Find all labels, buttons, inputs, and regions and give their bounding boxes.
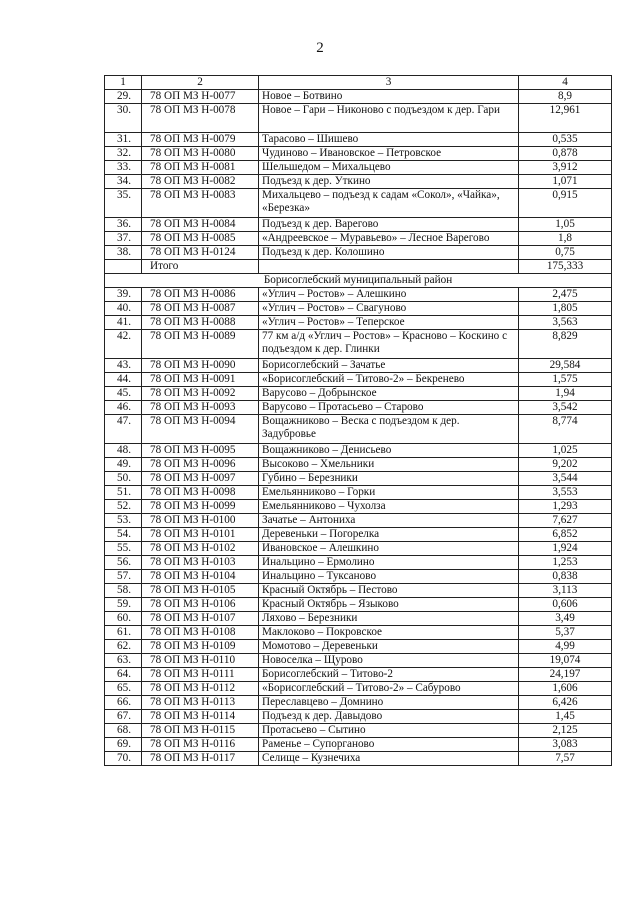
road-length: 3,083 — [519, 738, 612, 752]
road-name: «Углич – Ростов» – Теперское — [259, 316, 519, 330]
table-row — [105, 288, 612, 302]
road-length: 6,852 — [519, 528, 612, 542]
road-code: 78 ОП МЗ Н-0108 — [142, 626, 259, 640]
road-length: 24,197 — [519, 668, 612, 682]
road-code: 78 ОП МЗ Н-0082 — [142, 175, 259, 189]
road-length: 7,57 — [519, 752, 612, 766]
road-name: Ляхово – Березники — [259, 612, 519, 626]
table-row — [105, 401, 612, 415]
table-row — [105, 556, 612, 570]
road-name: Ивановское – Алешкино — [259, 542, 519, 556]
table-row — [105, 359, 612, 373]
section-row — [105, 274, 612, 288]
total-value: 175,333 — [519, 260, 612, 274]
row-number: 41. — [105, 316, 142, 330]
road-length: 3,553 — [519, 486, 612, 500]
table-row — [105, 458, 612, 472]
row-number: 36. — [105, 218, 142, 232]
table-row — [105, 724, 612, 738]
road-name: Емельянниково – Горки — [259, 486, 519, 500]
road-length: 19,074 — [519, 654, 612, 668]
row-number: 40. — [105, 302, 142, 316]
road-length: 1,253 — [519, 556, 612, 570]
road-name: Вощажниково – Веска с подъездом к дер. Задубровье — [259, 415, 519, 444]
table-row — [105, 668, 612, 682]
table-row — [105, 654, 612, 668]
road-length: 1,293 — [519, 500, 612, 514]
road-code: 78 ОП МЗ Н-0086 — [142, 288, 259, 302]
table-row — [105, 696, 612, 710]
road-code: 78 ОП МЗ Н-0077 — [142, 90, 259, 104]
table-row — [105, 472, 612, 486]
table-row — [105, 612, 612, 626]
row-number: 55. — [105, 542, 142, 556]
table-row — [105, 570, 612, 584]
road-name: «Борисоглебский – Титово-2» – Сабурово — [259, 682, 519, 696]
road-length: 1,606 — [519, 682, 612, 696]
road-code: 78 ОП МЗ Н-0104 — [142, 570, 259, 584]
road-length: 6,426 — [519, 696, 612, 710]
road-name: Чудиново – Ивановское – Петровское — [259, 147, 519, 161]
row-number: 34. — [105, 175, 142, 189]
row-number: 50. — [105, 472, 142, 486]
table-row — [105, 302, 612, 316]
road-code: 78 ОП МЗ Н-0097 — [142, 472, 259, 486]
row-number: 59. — [105, 598, 142, 612]
row-number: 39. — [105, 288, 142, 302]
page-number: 2 — [316, 40, 324, 56]
road-length: 1,025 — [519, 444, 612, 458]
road-length: 1,8 — [519, 232, 612, 246]
row-number: 31. — [105, 133, 142, 147]
road-code: 78 ОП МЗ Н-0115 — [142, 724, 259, 738]
road-code: 78 ОП МЗ Н-0107 — [142, 612, 259, 626]
row-number: 65. — [105, 682, 142, 696]
road-name: Новое – Ботвино — [259, 90, 519, 104]
road-name: «Углич – Ростов» – Алешкино — [259, 288, 519, 302]
row-number: 68. — [105, 724, 142, 738]
table-row — [105, 387, 612, 401]
road-code: 78 ОП МЗ Н-0088 — [142, 316, 259, 330]
road-name: Селище – Кузнечиха — [259, 752, 519, 766]
road-name: Варусово – Протасьево – Старово — [259, 401, 519, 415]
table-row — [105, 598, 612, 612]
row-number: 57. — [105, 570, 142, 584]
road-name: Инальцино – Туксаново — [259, 570, 519, 584]
empty-cell — [105, 260, 142, 274]
road-name: Момотово – Деревеньки — [259, 640, 519, 654]
road-length: 0,878 — [519, 147, 612, 161]
road-name: Варусово – Добрынское — [259, 387, 519, 401]
road-length: 8,829 — [519, 330, 612, 359]
row-number: 66. — [105, 696, 142, 710]
row-number: 54. — [105, 528, 142, 542]
road-code: 78 ОП МЗ Н-0106 — [142, 598, 259, 612]
road-length: 0,606 — [519, 598, 612, 612]
table-row — [105, 218, 612, 232]
row-number: 64. — [105, 668, 142, 682]
road-name: Переславцево – Домнино — [259, 696, 519, 710]
road-code: 78 ОП МЗ Н-0095 — [142, 444, 259, 458]
total-label: Итого — [142, 260, 259, 274]
road-length: 3,544 — [519, 472, 612, 486]
road-length: 29,584 — [519, 359, 612, 373]
table-row — [105, 752, 612, 766]
road-length: 12,961 — [519, 104, 612, 133]
table-row — [105, 500, 612, 514]
road-name: Борисоглебский – Титово-2 — [259, 668, 519, 682]
road-name: «Углич – Ростов» – Свагуново — [259, 302, 519, 316]
row-number: 38. — [105, 246, 142, 260]
row-number: 70. — [105, 752, 142, 766]
table-row — [105, 90, 612, 104]
road-code: 78 ОП МЗ Н-0083 — [142, 189, 259, 218]
road-length: 1,05 — [519, 218, 612, 232]
road-code: 78 ОП МЗ Н-0114 — [142, 710, 259, 724]
road-name: Михальцево – подъезд к садам «Сокол», «Чайка», «Березка» — [259, 189, 519, 218]
road-code: 78 ОП МЗ Н-0096 — [142, 458, 259, 472]
table-row — [105, 316, 612, 330]
road-name: Красный Октябрь – Языково — [259, 598, 519, 612]
table-row — [105, 232, 612, 246]
road-code: 78 ОП МЗ Н-0112 — [142, 682, 259, 696]
road-name: Губино – Березники — [259, 472, 519, 486]
row-number: 35. — [105, 189, 142, 218]
road-code: 78 ОП МЗ Н-0100 — [142, 514, 259, 528]
road-code: 78 ОП МЗ Н-0079 — [142, 133, 259, 147]
road-name: Емельянниково – Чухолза — [259, 500, 519, 514]
row-number: 32. — [105, 147, 142, 161]
table-row — [105, 104, 612, 133]
road-length: 8,774 — [519, 415, 612, 444]
road-name: Подъезд к дер. Давыдово — [259, 710, 519, 724]
road-length: 3,49 — [519, 612, 612, 626]
road-code: 78 ОП МЗ Н-0080 — [142, 147, 259, 161]
road-length: 2,125 — [519, 724, 612, 738]
road-code: 78 ОП МЗ Н-0110 — [142, 654, 259, 668]
road-code: 78 ОП МЗ Н-0101 — [142, 528, 259, 542]
total-row — [105, 260, 612, 274]
road-code: 78 ОП МЗ Н-0094 — [142, 415, 259, 444]
road-name: 77 км а/д «Углич – Ростов» – Красново – Коскино с подъездом к дер. Глинки — [259, 330, 519, 359]
road-length: 1,805 — [519, 302, 612, 316]
row-number: 62. — [105, 640, 142, 654]
row-number: 56. — [105, 556, 142, 570]
road-length: 4,99 — [519, 640, 612, 654]
row-number: 51. — [105, 486, 142, 500]
road-name: «Борисоглебский – Титово-2» – Бекренево — [259, 373, 519, 387]
road-code: 78 ОП МЗ Н-0087 — [142, 302, 259, 316]
road-length: 3,113 — [519, 584, 612, 598]
table-row — [105, 584, 612, 598]
table-row — [105, 710, 612, 724]
row-number: 30. — [105, 104, 142, 133]
row-number: 44. — [105, 373, 142, 387]
table-row — [105, 133, 612, 147]
road-code: 78 ОП МЗ Н-0116 — [142, 738, 259, 752]
road-code: 78 ОП МЗ Н-0102 — [142, 542, 259, 556]
road-name: Шельшедом – Михальцево — [259, 161, 519, 175]
road-name: Тарасово – Шишево — [259, 133, 519, 147]
table-row — [105, 486, 612, 500]
road-name: Подъезд к дер. Варегово — [259, 218, 519, 232]
road-code: 78 ОП МЗ Н-0081 — [142, 161, 259, 175]
table-row — [105, 415, 612, 444]
road-name: Вощажниково – Денисьево — [259, 444, 519, 458]
road-name: Маклоково – Покровское — [259, 626, 519, 640]
road-name: Зачатье – Антониха — [259, 514, 519, 528]
road-length: 8,9 — [519, 90, 612, 104]
road-code: 78 ОП МЗ Н-0084 — [142, 218, 259, 232]
row-number: 45. — [105, 387, 142, 401]
road-code: 78 ОП МЗ Н-0089 — [142, 330, 259, 359]
row-number: 33. — [105, 161, 142, 175]
road-length: 1,45 — [519, 710, 612, 724]
row-number: 43. — [105, 359, 142, 373]
row-number: 49. — [105, 458, 142, 472]
table-row — [105, 640, 612, 654]
road-length: 0,535 — [519, 133, 612, 147]
road-code: 78 ОП МЗ Н-0078 — [142, 104, 259, 133]
row-number: 61. — [105, 626, 142, 640]
header-cell-1: 1 — [105, 76, 142, 90]
road-code: 78 ОП МЗ Н-0113 — [142, 696, 259, 710]
road-code: 78 ОП МЗ Н-0109 — [142, 640, 259, 654]
road-name: Протасьево – Сытино — [259, 724, 519, 738]
road-length: 1,924 — [519, 542, 612, 556]
road-length: 3,912 — [519, 161, 612, 175]
table-row — [105, 626, 612, 640]
row-number: 60. — [105, 612, 142, 626]
row-number: 37. — [105, 232, 142, 246]
road-length: 0,75 — [519, 246, 612, 260]
road-name: Новоселка – Щурово — [259, 654, 519, 668]
table-row — [105, 738, 612, 752]
table-row — [105, 147, 612, 161]
header-row — [105, 76, 612, 90]
road-length: 7,627 — [519, 514, 612, 528]
empty-cell — [259, 260, 519, 274]
row-number: 58. — [105, 584, 142, 598]
road-code: 78 ОП МЗ Н-0099 — [142, 500, 259, 514]
road-code: 78 ОП МЗ Н-0124 — [142, 246, 259, 260]
road-length: 1,94 — [519, 387, 612, 401]
road-name: Инальцино – Ермолино — [259, 556, 519, 570]
road-name: Раменье – Супорганово — [259, 738, 519, 752]
table-row — [105, 542, 612, 556]
table-row — [105, 175, 612, 189]
roads-table — [104, 75, 612, 766]
road-code: 78 ОП МЗ Н-0105 — [142, 584, 259, 598]
row-number: 63. — [105, 654, 142, 668]
table-row — [105, 189, 612, 218]
road-length: 3,563 — [519, 316, 612, 330]
road-name: Красный Октябрь – Пестово — [259, 584, 519, 598]
row-number: 69. — [105, 738, 142, 752]
road-length: 0,838 — [519, 570, 612, 584]
road-name: Подъезд к дер. Уткино — [259, 175, 519, 189]
road-length: 1,575 — [519, 373, 612, 387]
row-number: 46. — [105, 401, 142, 415]
table-row — [105, 373, 612, 387]
road-name: Борисоглебский – Зачатье — [259, 359, 519, 373]
road-length: 5,37 — [519, 626, 612, 640]
header-cell-2: 2 — [142, 76, 259, 90]
table-row — [105, 528, 612, 542]
road-code: 78 ОП МЗ Н-0117 — [142, 752, 259, 766]
header-cell-3: 3 — [259, 76, 519, 90]
table-row — [105, 246, 612, 260]
road-name: Высоково – Хмельники — [259, 458, 519, 472]
road-code: 78 ОП МЗ Н-0111 — [142, 668, 259, 682]
row-number: 42. — [105, 330, 142, 359]
road-code: 78 ОП МЗ Н-0093 — [142, 401, 259, 415]
road-name: Деревеньки – Погорелка — [259, 528, 519, 542]
row-number: 52. — [105, 500, 142, 514]
table-row — [105, 161, 612, 175]
table-row — [105, 444, 612, 458]
road-code: 78 ОП МЗ Н-0092 — [142, 387, 259, 401]
row-number: 53. — [105, 514, 142, 528]
road-length: 0,915 — [519, 189, 612, 218]
row-number: 47. — [105, 415, 142, 444]
section-title: Борисоглебский муниципальный район — [105, 274, 612, 288]
road-name: Подъезд к дер. Колошино — [259, 246, 519, 260]
row-number: 29. — [105, 90, 142, 104]
road-code: 78 ОП МЗ Н-0090 — [142, 359, 259, 373]
road-code: 78 ОП МЗ Н-0103 — [142, 556, 259, 570]
row-number: 48. — [105, 444, 142, 458]
road-length: 1,071 — [519, 175, 612, 189]
row-number: 67. — [105, 710, 142, 724]
road-name: Новое – Гари – Никоново с подъездом к дер. Гари — [259, 104, 519, 133]
table-row — [105, 682, 612, 696]
header-cell-4: 4 — [519, 76, 612, 90]
road-length: 2,475 — [519, 288, 612, 302]
road-length: 3,542 — [519, 401, 612, 415]
road-length: 9,202 — [519, 458, 612, 472]
table-row — [105, 514, 612, 528]
road-name: «Андреевское – Муравьево» – Лесное Варегово — [259, 232, 519, 246]
road-code: 78 ОП МЗ Н-0098 — [142, 486, 259, 500]
road-code: 78 ОП МЗ Н-0085 — [142, 232, 259, 246]
road-code: 78 ОП МЗ Н-0091 — [142, 373, 259, 387]
table-row — [105, 330, 612, 359]
